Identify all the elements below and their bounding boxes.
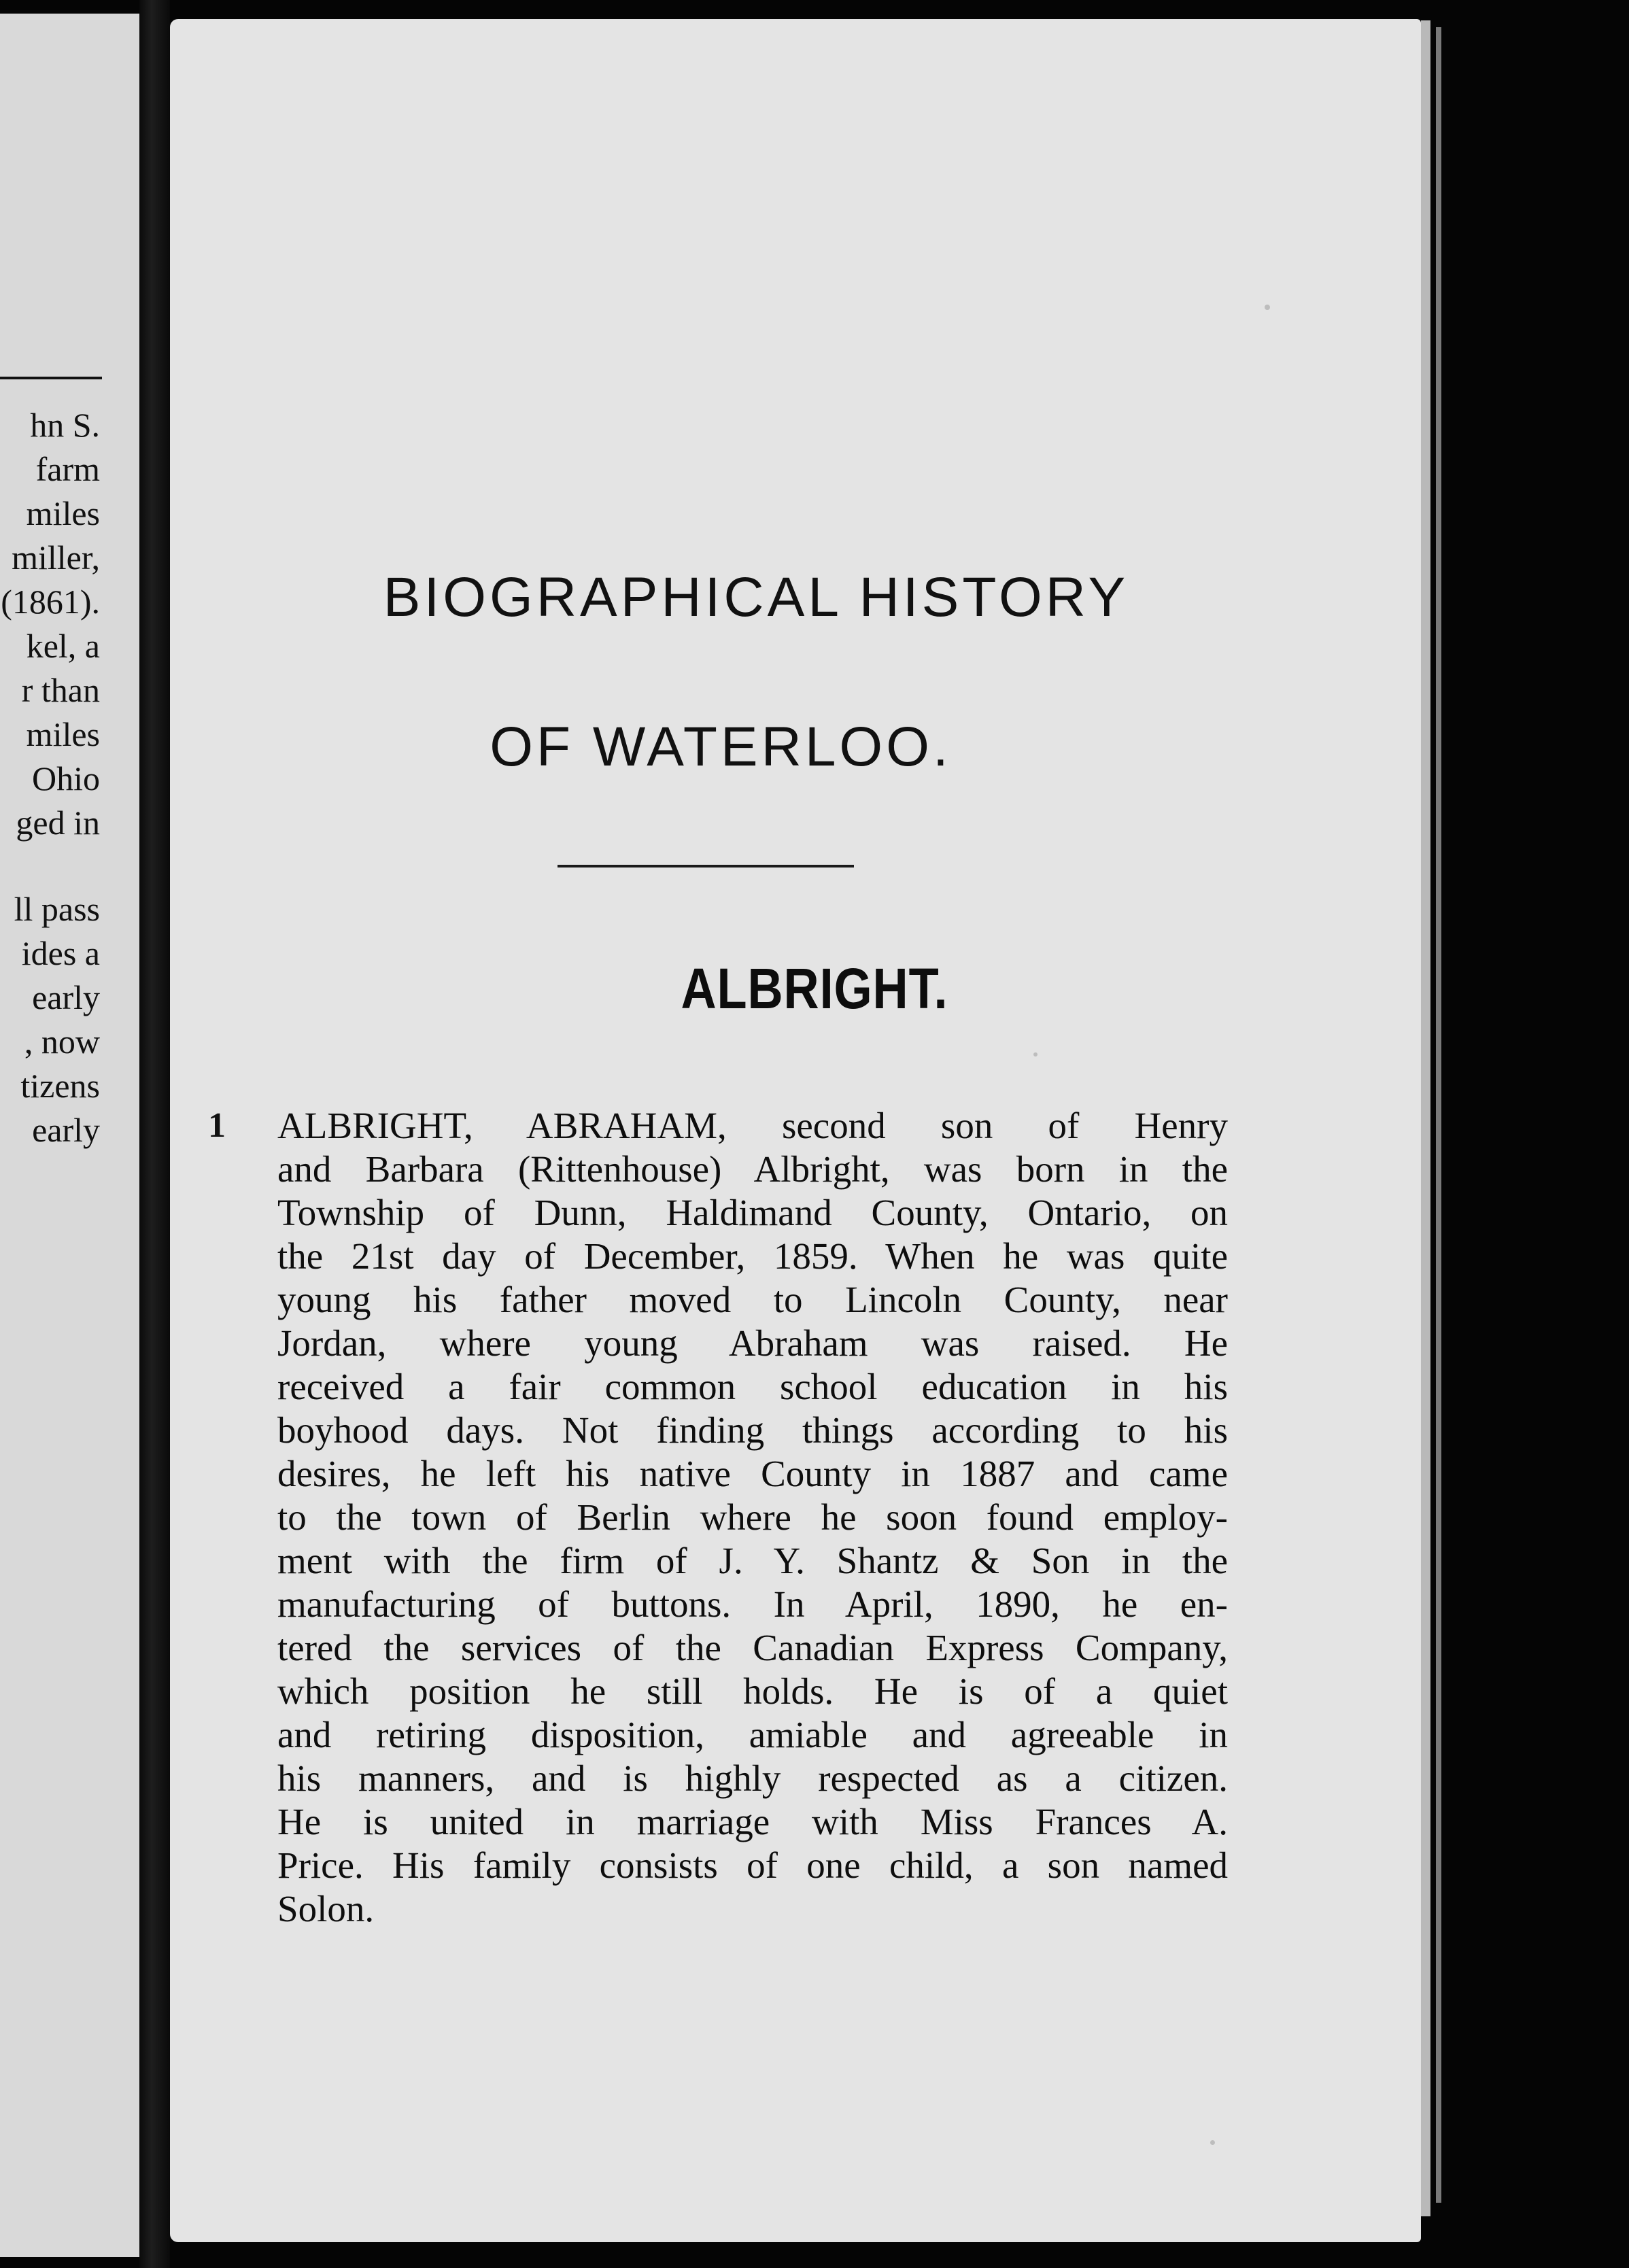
left-page-line: hn S. [30, 406, 100, 444]
left-page-line: farm [35, 450, 100, 488]
left-page-line: early [32, 1111, 100, 1149]
entry-line: received a fair common school education in his [277, 1366, 1228, 1407]
left-page-line: early [32, 978, 100, 1016]
left-page-line: (1861). [1, 583, 100, 621]
left-page-line: Ohio [32, 759, 100, 797]
book-title-line-1: BIOGRAPHICAL HISTORY [383, 566, 1129, 628]
left-page-line: r than [21, 671, 100, 709]
left-page-line: ides a [21, 934, 100, 972]
title-divider [558, 865, 854, 867]
entry-line: tered the services of the Canadian Express Company, [277, 1627, 1228, 1668]
left-page-line: ged in [16, 804, 100, 842]
left-page-line: ll pass [14, 890, 100, 928]
entry-line: the 21st day of December, 1859. When he was quite [277, 1235, 1228, 1277]
page-edge-shadow [1436, 27, 1441, 2203]
entry-line: desires, he left his native County in 1887 and came [277, 1453, 1228, 1494]
left-facing-page [0, 14, 139, 2257]
book-gutter [139, 0, 170, 2268]
left-page-line: miller, [12, 538, 100, 577]
entry-line: which position he still holds. He is of a quiet [277, 1670, 1228, 1712]
entry-line: young his father moved to Lincoln County, near [277, 1279, 1228, 1320]
left-page-line: kel, a [26, 627, 100, 665]
entry-line: ment with the firm of J. Y. Shantz & Son in the [277, 1540, 1228, 1581]
section-heading: ALBRIGHT. [681, 957, 948, 1020]
left-page-line: miles [26, 494, 100, 532]
entry-line: Price. His family consists of one child, a son named [277, 1844, 1228, 1886]
book-title-line-2: OF WATERLOO. [490, 716, 952, 778]
entry-line: Township of Dunn, Haldimand County, Ontario, on [277, 1192, 1228, 1233]
entry-line: Jordan, where young Abraham was raised. He [277, 1322, 1228, 1364]
left-page-line: tizens [20, 1067, 100, 1105]
entry-line: He is united in marriage with Miss Frances A. [277, 1801, 1228, 1842]
entry-line: Solon. [277, 1888, 375, 1929]
entry-line: to the town of Berlin where he soon found employ- [277, 1496, 1228, 1538]
entry-line: boyhood days. Not finding things according to his [277, 1409, 1228, 1451]
entry-line: and Barbara (Rittenhouse) Albright, was born in the [277, 1148, 1228, 1190]
left-page-line: miles [26, 715, 100, 753]
entry-line: and retiring disposition, amiable and agreeable in [277, 1714, 1228, 1755]
entry-line: his manners, and is highly respected as a citizen. [277, 1757, 1228, 1799]
entry-number: 1 [208, 1106, 226, 1145]
page-edge [1421, 20, 1430, 2216]
left-page-rule [0, 377, 102, 379]
entry-line: ALBRIGHT, ABRAHAM, second son of Henry [277, 1105, 1228, 1146]
left-page-line: , now [24, 1023, 100, 1061]
entry-line: manufacturing of buttons. In April, 1890, he en- [277, 1583, 1228, 1625]
